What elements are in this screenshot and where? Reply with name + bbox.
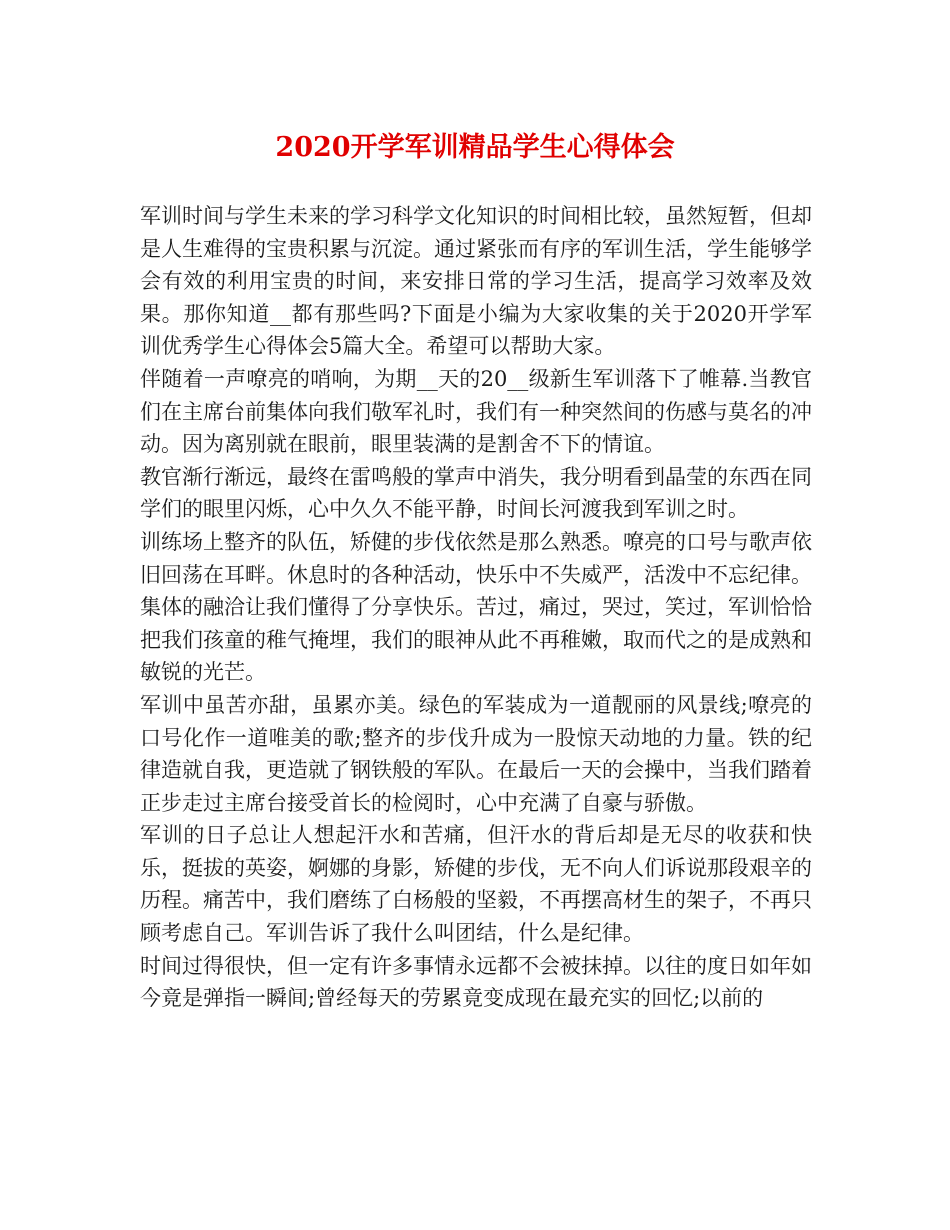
document-body xyxy=(140,200,812,1015)
paragraph-1: 军训时间与学生未来的学习科学文化知识的时间相比较，虽然短暂，但却是人生难得的宝贵积累与沉淀。通过紧张而有序的军训生活，学生能够学会有效的利用宝贵的时间，来安排日常的学习生活，提高学习效率及效果。那你知道__都有那些吗?下面是小编为大家收集的关于2020开学军训优秀学生心得体会5篇大全。希望可以帮助大家。 xyxy=(140,204,812,359)
paragraph-4: 训练场上整齐的队伍，矫健的步伐依然是那么熟悉。嘹亮的口号与歌声依旧回荡在耳畔。休息时的各种活动，快乐中不失威严，活泼中不忘纪律。集体的融洽让我们懂得了分享快乐。苦过，痛过，哭过，笑过，军训恰恰把我们孩童的稚气掩埋，我们的眼神从此不再稚嫩，取而代之的是成熟和敏锐的光芒。 xyxy=(140,529,812,685)
paragraph-5: 军训中虽苦亦甜，虽累亦美。绿色的军装成为一道靓丽的风景线;嘹亮的口号化作一道唯美的歌;整齐的步伐升成为一股惊天动地的力量。铁的纪律造就自我，更造就了钢铁般的军队。在最后一天的会操中，当我们踏着正步走过主席台接受首长的检阅时，心中充满了自豪与骄傲。 xyxy=(140,692,812,815)
paragraph-7: 时间过得很快，但一定有许多事情永远都不会被抹掉。以往的度日如年如今竟是弹指一瞬间;曾经每天的劳累竟变成现在最充实的回忆;以前的 xyxy=(140,953,812,1011)
paragraph-6: 军训的日子总让人想起汗水和苦痛，但汗水的背后却是无尽的收获和快乐，挺拔的英姿，婀娜的身影，矫健的步伐，无不向人们诉说那段艰辛的历程。痛苦中，我们磨练了白杨般的坚毅，不再摆高材生的架子，不再只顾考虑自己。军训告诉了我什么叫团结，什么是纪律。 xyxy=(140,823,812,946)
paragraph-2: 伴随着一声嘹亮的哨响，为期__天的20__级新生军训落下了帷幕.当教官们在主席台前集体向我们敬军礼时，我们有一种突然间的伤感与莫名的冲动。因为离别就在眼前，眼里装满的是割舍不下的情谊。 xyxy=(140,366,812,457)
document-title: 2020开学军训精品学生心得体会 xyxy=(275,132,675,163)
paragraph-3: 教官渐行渐远，最终在雷鸣般的掌声中消失，我分明看到晶莹的东西在同学们的眼里闪烁，心中久久不能平静，时间长河渡我到军训之时。 xyxy=(140,464,812,522)
